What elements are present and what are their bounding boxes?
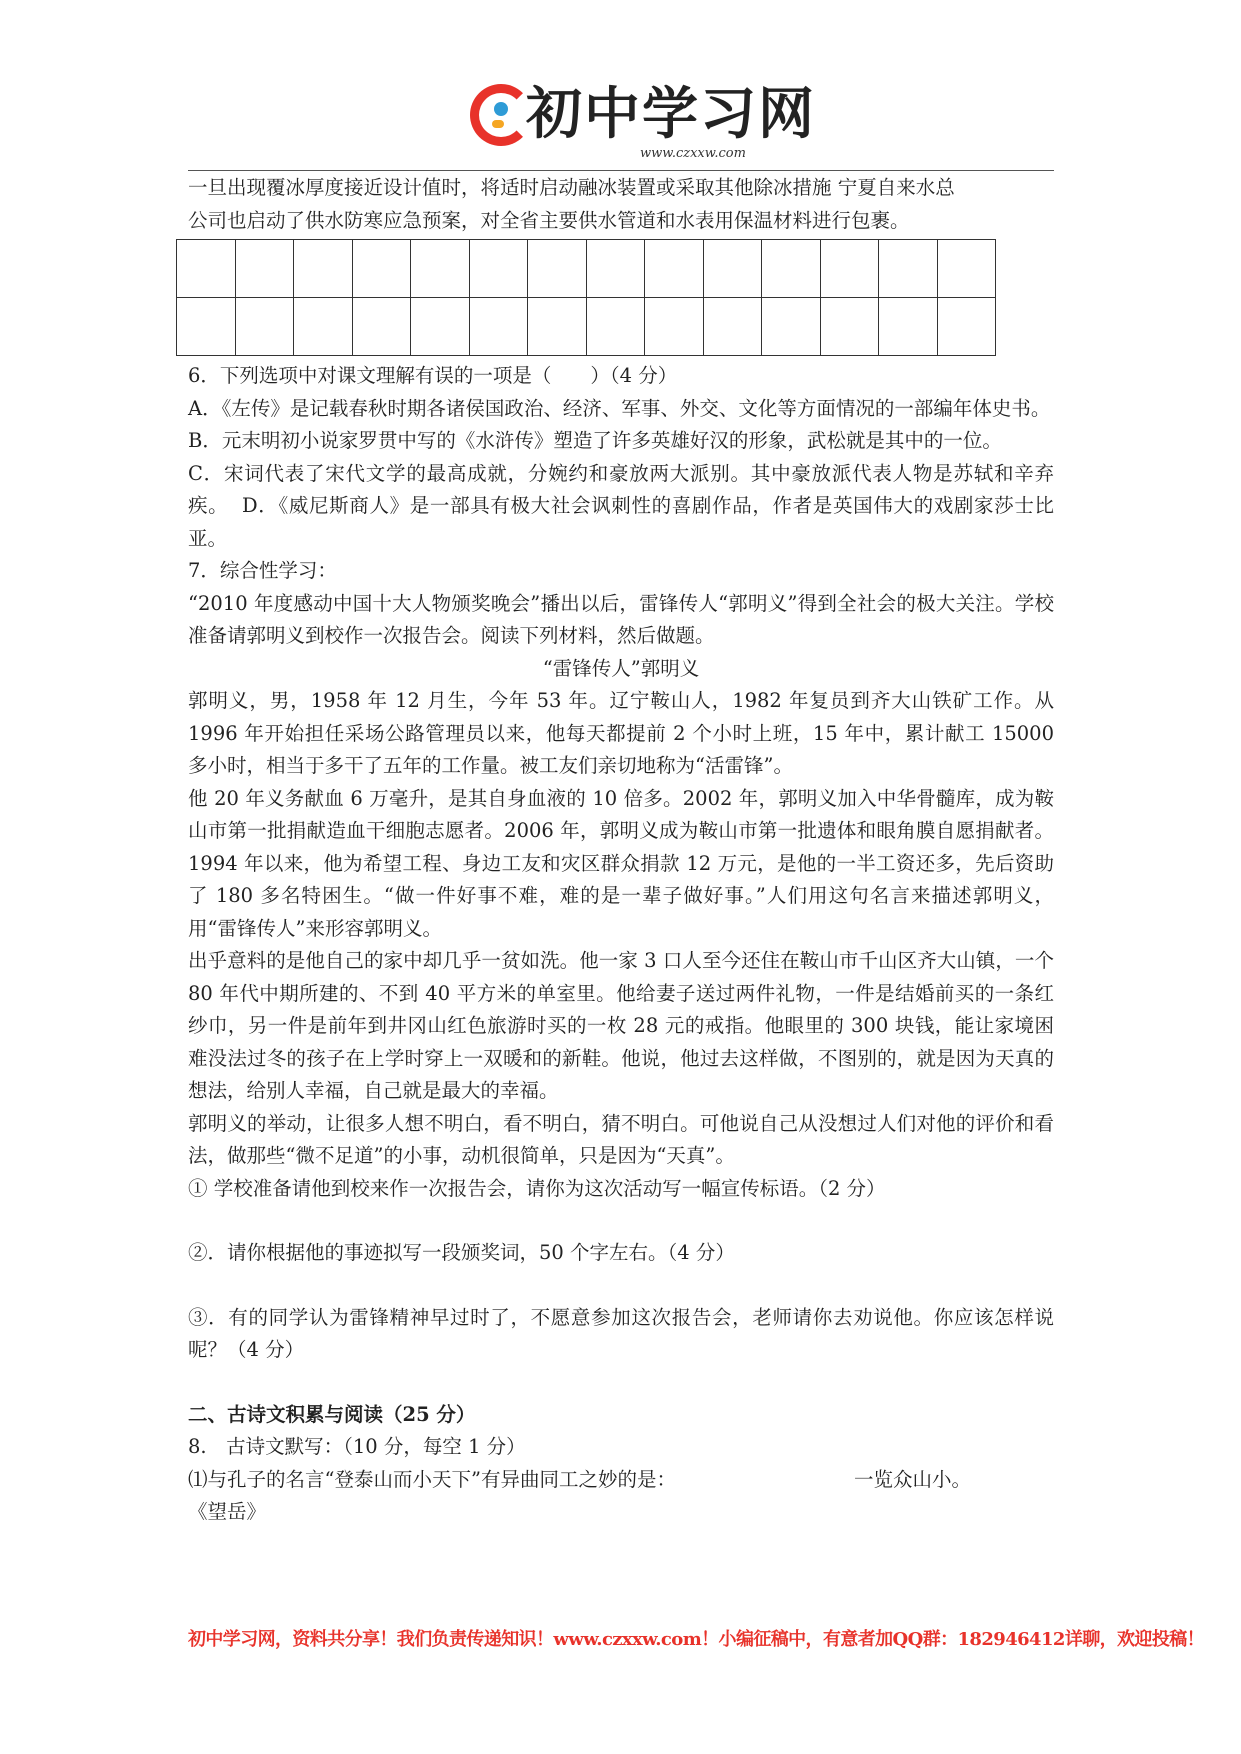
q6-option-d: D．《威尼斯商人》是一部具有极大社会讽刺性的喜剧作品，作者是英国伟大的戏剧家莎士比亚。 <box>188 494 1054 550</box>
q8-item-1-line: 一览众山小。 <box>853 1467 971 1491</box>
q6-option-a: A．《左传》是记载春秋时期各诸侯国政治、经济、军事、外交、文化等方面情况的一部编年体史书。 <box>188 396 1051 420</box>
q7-sub-question-1: ① 学校准备请他到校来作一次报告会，请你为这次活动写一幅宣传标语。（2 分） <box>188 1176 886 1200</box>
answer-space[interactable] <box>188 1270 1054 1302</box>
grid-cell[interactable] <box>528 298 587 356</box>
grid-cell[interactable] <box>352 298 411 356</box>
q8-item-1-prompt: ⑴与孔子的名言“登泰山而小天下”有异曲同工之妙的是： <box>188 1467 676 1491</box>
header-divider <box>188 170 1054 171</box>
q7-paragraph-4: 郭明义的举动，让很多人想不明白，看不明白，猜不明白。可他说自己从没想过人们对他的评价和看法，做那些“微不足道”的小事，动机很简单，只是因为“天真”。 <box>188 1111 1054 1167</box>
q7-stem: 7．综合性学习： <box>188 559 337 582</box>
q8-stem: 8. 古诗文默写：（10 分，每空 1 分） <box>188 1435 526 1458</box>
q8-item-1-source: 《望岳》 <box>188 1500 267 1523</box>
q7-material-title: “雷锋传人”郭明义 <box>542 656 700 680</box>
grid-cell[interactable] <box>411 298 470 356</box>
grid-row <box>177 240 996 298</box>
q7-paragraph-1: 郭明义，男，1958 年 12 月生，今年 53 年。辽宁鞍山人，1982 年复员到齐大山铁矿工作。从 1996 年开始担任采场公路管理员以来，他每天都提前 2 个小时上班，15 年中，累计献工 15000 多小时，相当于多干了五年的工作量。被工友们亲切地称为“活雷锋”。 <box>188 689 1054 777</box>
grid-cell[interactable] <box>294 298 353 356</box>
grid-cell[interactable] <box>177 240 236 298</box>
q7-paragraph-3: 出乎意料的是他自己的家中却几乎一贫如洗。他一家 3 口人至今还住在鞍山市千山区齐大山镇，一个 80 年代中期所建的、不到 40 平方米的单室里。他给妻子送过两件礼物，一件是结婚前买的一条红纱巾，另一件是前年到井冈山红色旅游时买的一枚 28 元的戒指。他眼里的 300 块钱，能让家境困难没法过冬的孩子在上学时穿上一双暖和的新鞋。他说，他过去这样做，不图别的，就是因为天真的想法，给别人幸福，自己就是最大的幸福。 <box>188 949 1054 1102</box>
grid-cell[interactable] <box>820 298 879 356</box>
grid-cell[interactable] <box>762 298 821 356</box>
grid-cell[interactable] <box>235 240 294 298</box>
grid-cell[interactable] <box>235 298 294 356</box>
grid-cell[interactable] <box>294 240 353 298</box>
q6-option-c: C．宋词代表了宋代文学的最高成就，分婉约和豪放两大派别。其中豪放派代表人物是苏轼和辛弃疾。 <box>188 461 1054 517</box>
q7-sub-question-3: ③．有的同学认为雷锋精神早过时了，不愿意参加这次报告会，老师请你去劝说他。你应该怎样说呢？（4 分） <box>188 1305 1054 1361</box>
q6-option-cd <box>188 458 1054 556</box>
logo-text: 初中学习网 <box>526 82 816 147</box>
intro-line-2: 公司也启动了供水防寒应急预案，对全省主要供水管道和水表用保温材料进行包裹。 <box>188 208 910 232</box>
grid-cell[interactable] <box>469 298 528 356</box>
grid-cell[interactable] <box>586 240 645 298</box>
grid-cell[interactable] <box>879 240 938 298</box>
grid-cell[interactable] <box>528 240 587 298</box>
site-logo[interactable] <box>470 80 816 166</box>
q8-item-1 <box>188 1464 1054 1497</box>
logo-dot-icon <box>494 102 508 116</box>
grid-cell[interactable] <box>177 298 236 356</box>
grid-cell[interactable] <box>469 240 528 298</box>
grid-cell[interactable] <box>703 240 762 298</box>
grid-row <box>177 298 996 356</box>
grid-cell[interactable] <box>352 240 411 298</box>
grid-cell[interactable] <box>411 240 470 298</box>
q7-intro: “2010 年度感动中国十大人物颁奖晚会”播出以后，雷锋传人“郭明义”得到全社会的极大关注。学校准备请郭明义到校作一次报告会。阅读下列材料，然后做题。 <box>188 591 1054 647</box>
intro-line-1: 一旦出现覆冰厚度接近设计值时，将适时启动融冰装置或采取其他除冰措施 宁夏自来水总 <box>188 176 955 199</box>
grid-cell[interactable] <box>762 240 821 298</box>
document-body <box>188 172 1054 1529</box>
grid-cell[interactable] <box>937 298 996 356</box>
q7-paragraph-2: 他 20 年义务献血 6 万毫升，是其自身血液的 10 倍多。2002 年，郭明义加入中华骨髓库，成为鞍山市第一批捐献造血干细胞志愿者。2006 年，郭明义成为鞍山市第一批遗体和眼角膜自愿捐献者。 1994 年以来，他为希望工程、身边工友和灾区群众捐款 12 万元，是他的一半工资还多，先后资助了 180 多名特困生。“做一件好事不难，难的是一辈子做好事。”人们用这句名言来描述郭明义，用“雷锋传人”来形容郭明义。 <box>188 786 1054 940</box>
footer-promo: 初中学习网，资料共分享！我们负责传递知识！www.czxxw.com！小编征稿中，有意者加QQ群：182946412详聊，欢迎投稿！ <box>188 1629 1205 1650</box>
grid-cell[interactable] <box>645 240 704 298</box>
answer-space[interactable] <box>188 1367 1054 1399</box>
q6-option-b: B．元末明初小说家罗贯中写的《水浒传》塑造了许多英雄好汉的形象，武松就是其中的一位。 <box>188 429 1002 452</box>
section-2-heading: 二、古诗文积累与阅读（25 分） <box>188 1402 476 1426</box>
logo-url[interactable]: www.czxxw.com <box>640 146 746 161</box>
answer-space[interactable] <box>188 1205 1054 1237</box>
grid-cell[interactable] <box>879 298 938 356</box>
q6-stem: 6．下列选项中对课文理解有误的一项是（ ）（4 分） <box>188 364 678 387</box>
page-header <box>0 80 1241 170</box>
grid-cell[interactable] <box>937 240 996 298</box>
q7-sub-question-2: ②．请你根据他的事迹拟写一段颁奖词，50 个字左右。（4 分） <box>188 1241 735 1264</box>
grid-cell[interactable] <box>820 240 879 298</box>
grid-cell[interactable] <box>645 298 704 356</box>
grid-cell[interactable] <box>586 298 645 356</box>
logo-dot-icon <box>492 120 504 128</box>
answer-grid <box>176 239 996 356</box>
grid-cell[interactable] <box>703 298 762 356</box>
